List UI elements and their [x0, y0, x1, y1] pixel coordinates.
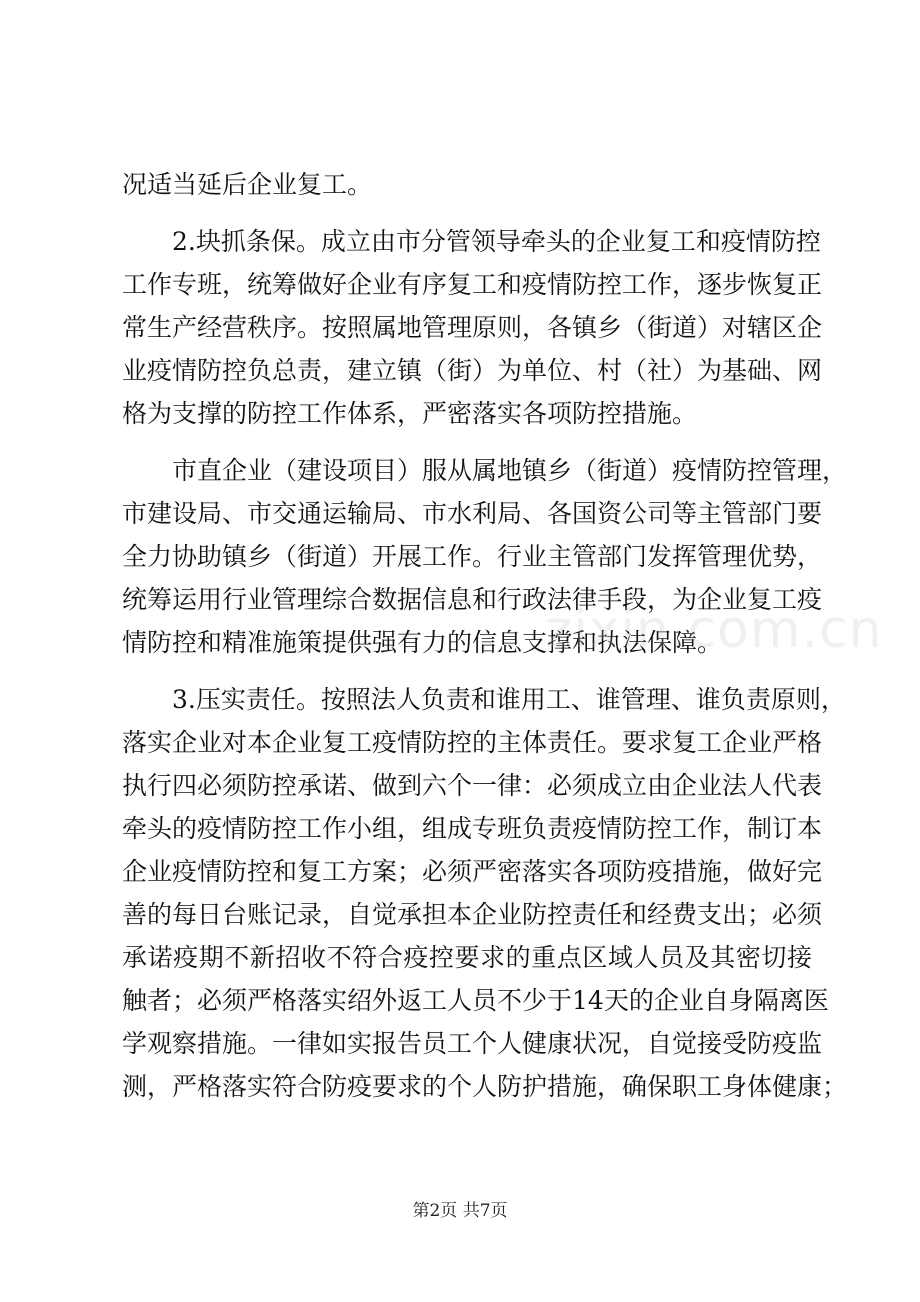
text-line: 测，严格落实符合防疫要求的个人防护措施，确保职工身体健康；	[122, 1072, 848, 1101]
text-line: 业疫情防控负总责，建立镇（街）为单位、村（社）为基础、网	[122, 356, 823, 385]
text-line: 学观察措施。一律如实报告员工个人健康状况，自觉接受防疫监	[122, 1029, 823, 1058]
text-line: 牵头的疫情防控工作小组，组成专班负责疫情防控工作，制订本	[122, 814, 823, 843]
text-line: 工作专班，统筹做好企业有序复工和疫情防控工作，逐步恢复正	[122, 270, 823, 299]
text-line: 承诺疫期不新招收不符合疫控要求的重点区域人员及其密切接	[122, 943, 812, 972]
watermark: zixin.com.cn	[545, 600, 883, 660]
text-line: 格为支撑的防控工作体系，严密落实各项防控措施。	[122, 399, 698, 428]
text-line: 市建设局、市交通运输局、市水利局、各国资公司等主管部门要	[122, 499, 823, 528]
text-line: 触者；必须严格落实绍外返工人员不少于14天的企业自身隔离医	[122, 986, 829, 1015]
paragraph-start: 2.块抓条保。成立由市分管领导牵头的企业复工和疫情防控	[172, 227, 821, 256]
text-line: 落实企业对本企业复工疫情防控的主体责任。要求复工企业严格	[122, 728, 823, 757]
paragraph-start: 3.压实责任。按照法人负责和谁用工、谁管理、谁负责原则，	[172, 685, 846, 714]
text-line: 企业疫情防控和复工方案；必须严密落实各项防疫措施，做好完	[122, 857, 823, 886]
page-footer: 第2页 共7页	[412, 1201, 508, 1221]
paragraph-start: 市直企业（建设项目）服从属地镇乡（街道）疫情防控管理，	[172, 456, 848, 485]
text-line: 况适当延后企业复工。	[122, 170, 373, 199]
text-line: 常生产经营秩序。按照属地管理原则，各镇乡（街道）对辖区企	[122, 313, 823, 342]
text-line: 统筹运用行业管理综合数据信息和行政法律手段，为企业复工疫	[122, 585, 823, 614]
text-line: 情防控和精准施策提供强有力的信息支撑和执法保障。	[122, 628, 723, 657]
text-line: 执行四必须防控承诺、做到六个一律：必须成立由企业法人代表	[122, 771, 823, 800]
text-line: 善的每日台账记录，自觉承担本企业防控责任和经费支出；必须	[122, 900, 823, 929]
text-line: 全力协助镇乡（街道）开展工作。行业主管部门发挥管理优势，	[122, 542, 823, 571]
